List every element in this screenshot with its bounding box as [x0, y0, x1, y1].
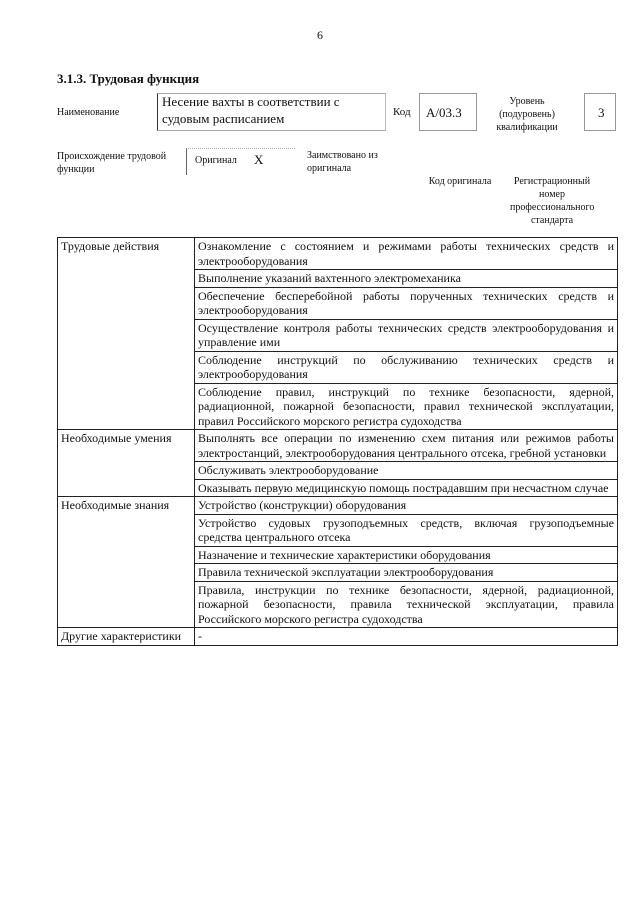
table-cell: Осуществление контроля работы технических средств электрооборудования и управление ими [195, 319, 618, 351]
group-label: Необходимые умения [58, 430, 195, 497]
table-row [58, 430, 618, 462]
group-label: Необходимые знания [58, 497, 195, 628]
name-label: Наименование [57, 107, 120, 118]
table-cell: - [195, 628, 618, 646]
table-cell: Соблюдение инструкций по обслуживанию технических средств и электрооборудования [195, 351, 618, 383]
table-cell: Соблюдение правил, инструкций по технике безопасности, ядерной, радиационной, пожарной безопасности, правил технической эксплуатации, правил Российского морского регистра судоходства [195, 383, 618, 430]
table-row [58, 497, 618, 515]
reg-number-label: Регистрационный номер профессионального стандарта [510, 176, 595, 226]
original-mark: X [254, 152, 264, 167]
table-cell: Назначение и технические характеристики оборудования [195, 546, 618, 564]
code-value: A/03.3 [426, 105, 462, 120]
table-cell: Выполнять все операции по изменению схем питания или режимов работы электростанций, электрооборудования центрального отсека, гребной установки [195, 430, 618, 462]
table-cell: Правила технической эксплуатации электрооборудования [195, 564, 618, 582]
original-label: Оригинал [195, 155, 237, 166]
level-label: Уровень (подуровень) квалификации [496, 96, 558, 133]
origin-label: Происхождение трудовой функции [57, 151, 167, 175]
table-cell: Устройство судовых грузоподъемных средств, включая грузоподъемные средства центрального отсека [195, 514, 618, 546]
borrowed-label: Заимствовано из оригинала [307, 150, 378, 174]
table-cell: Правила, инструкции по технике безопасности, ядерной, радиационной, пожарной безопасности, правила технической эксплуатации, правила Российского морского регистра судоходства [195, 581, 618, 628]
table-row [58, 238, 618, 270]
table-cell: Обслуживать электрооборудование [195, 462, 618, 480]
table-cell: Оказывать первую медицинскую помощь пострадавшим при несчастном случае [195, 479, 618, 497]
page-number: 6 [317, 28, 323, 42]
section-title: 3.1.3. Трудовая функция [57, 71, 200, 86]
code-original-label: Код оригинала [428, 176, 492, 187]
level-value: 3 [598, 105, 605, 120]
code-label: Код [393, 106, 411, 118]
table-cell: Ознакомление с состоянием и режимами работы технических средств и электрооборудования [195, 238, 618, 270]
table-row [58, 628, 618, 646]
table-cell: Выполнение указаний вахтенного электромеханика [195, 270, 618, 288]
table-cell: Устройство (конструкции) оборудования [195, 497, 618, 515]
function-table [57, 237, 618, 646]
table-cell: Обеспечение бесперебойной работы порученных технических средств и электрооборудования [195, 287, 618, 319]
group-label: Другие характеристики [58, 628, 195, 646]
group-label: Трудовые действия [58, 238, 195, 430]
name-value: Несение вахты в соответствии с судовым расписанием [162, 94, 340, 126]
